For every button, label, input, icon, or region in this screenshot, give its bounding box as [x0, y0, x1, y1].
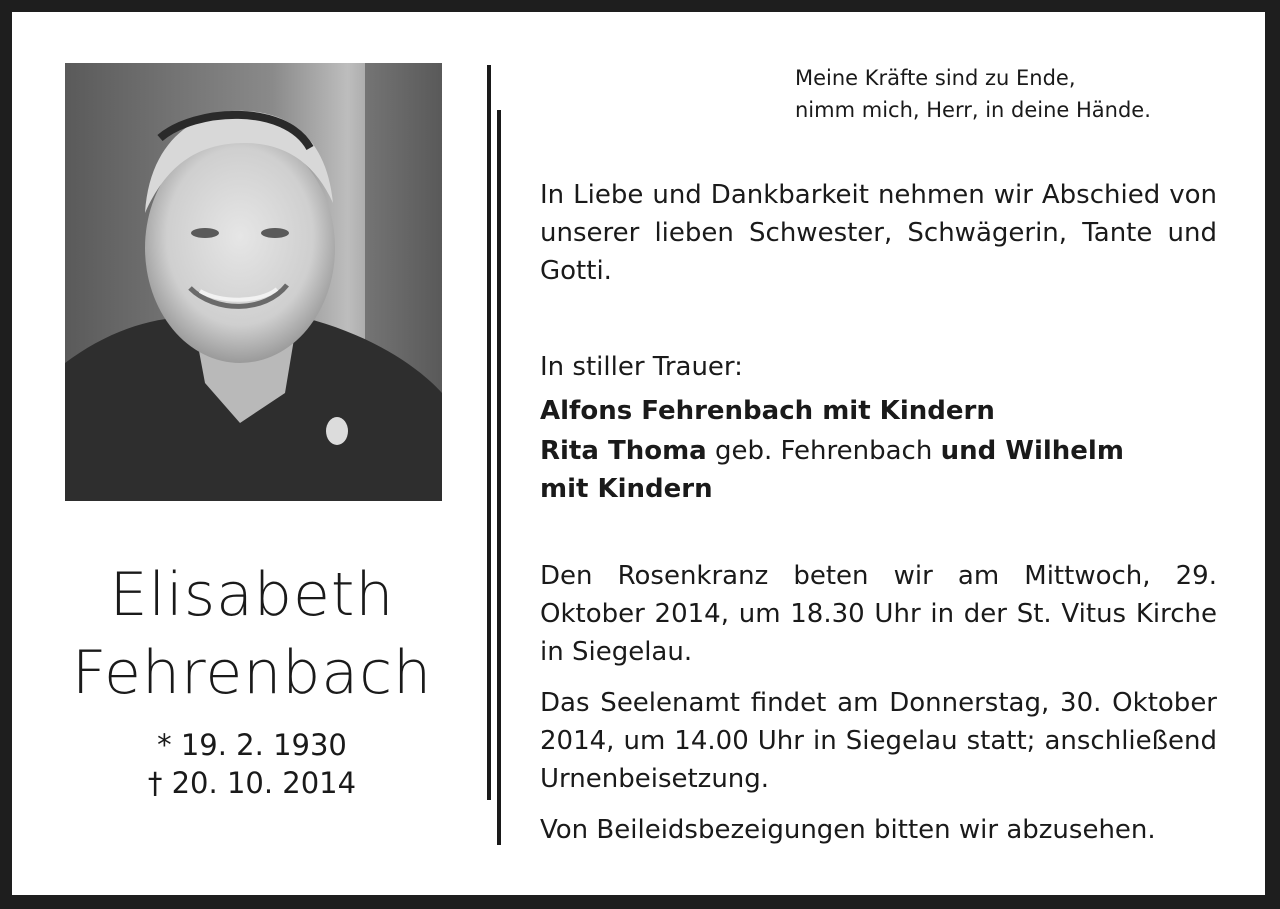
mourner-family-1: Alfons Fehrenbach mit Kindern	[540, 396, 995, 426]
deceased-first-name: Elisabeth	[109, 560, 395, 630]
farewell-text: In Liebe und Dankbarkeit nehmen wir Abschied von unserer lieben Schwester, Schwägerin, Tante und Gotti.	[540, 180, 1217, 286]
obituary-card	[12, 12, 1265, 895]
birth-date: * 19. 2. 1930	[157, 728, 347, 762]
mourner-line-3	[540, 470, 1217, 508]
mourning-label: In stiller Trauer:	[540, 352, 743, 382]
condolence-note: Von Beileidsbezeigungen bitten wir abzusehen.	[540, 815, 1156, 845]
mourner-name-2: Rita Thoma	[540, 436, 707, 466]
quote-line-1: Meine Kräfte sind zu Ende,	[795, 66, 1076, 90]
mourner-line-2	[540, 432, 1217, 470]
mourner-maiden-name: geb. Fehrenbach	[706, 436, 941, 466]
death-date: † 20. 10. 2014	[147, 766, 357, 800]
divider-line-left	[487, 65, 491, 800]
mourner-kids: mit Kindern	[540, 474, 713, 504]
portrait-image	[65, 63, 442, 501]
mourner-line-1	[540, 392, 1217, 430]
divider-line-right	[497, 110, 501, 845]
quote-line-2: nimm mich, Herr, in deine Hände.	[795, 98, 1151, 122]
requiem-notice: Das Seelenamt findet am Donnerstag, 30. Oktober 2014, um 14.00 Uhr in Siegelau statt; anschließend Urnenbeisetzung.	[540, 688, 1217, 794]
deceased-last-name: Fehrenbach	[71, 638, 433, 708]
portrait-photo	[65, 63, 442, 501]
rosary-notice: Den Rosenkranz beten wir am Mittwoch, 29. Oktober 2014, um 18.30 Uhr in der St. Vitus Kirche in Siegelau.	[540, 561, 1217, 667]
mourner-partner: und Wilhelm	[940, 436, 1124, 466]
quote	[795, 62, 1215, 126]
